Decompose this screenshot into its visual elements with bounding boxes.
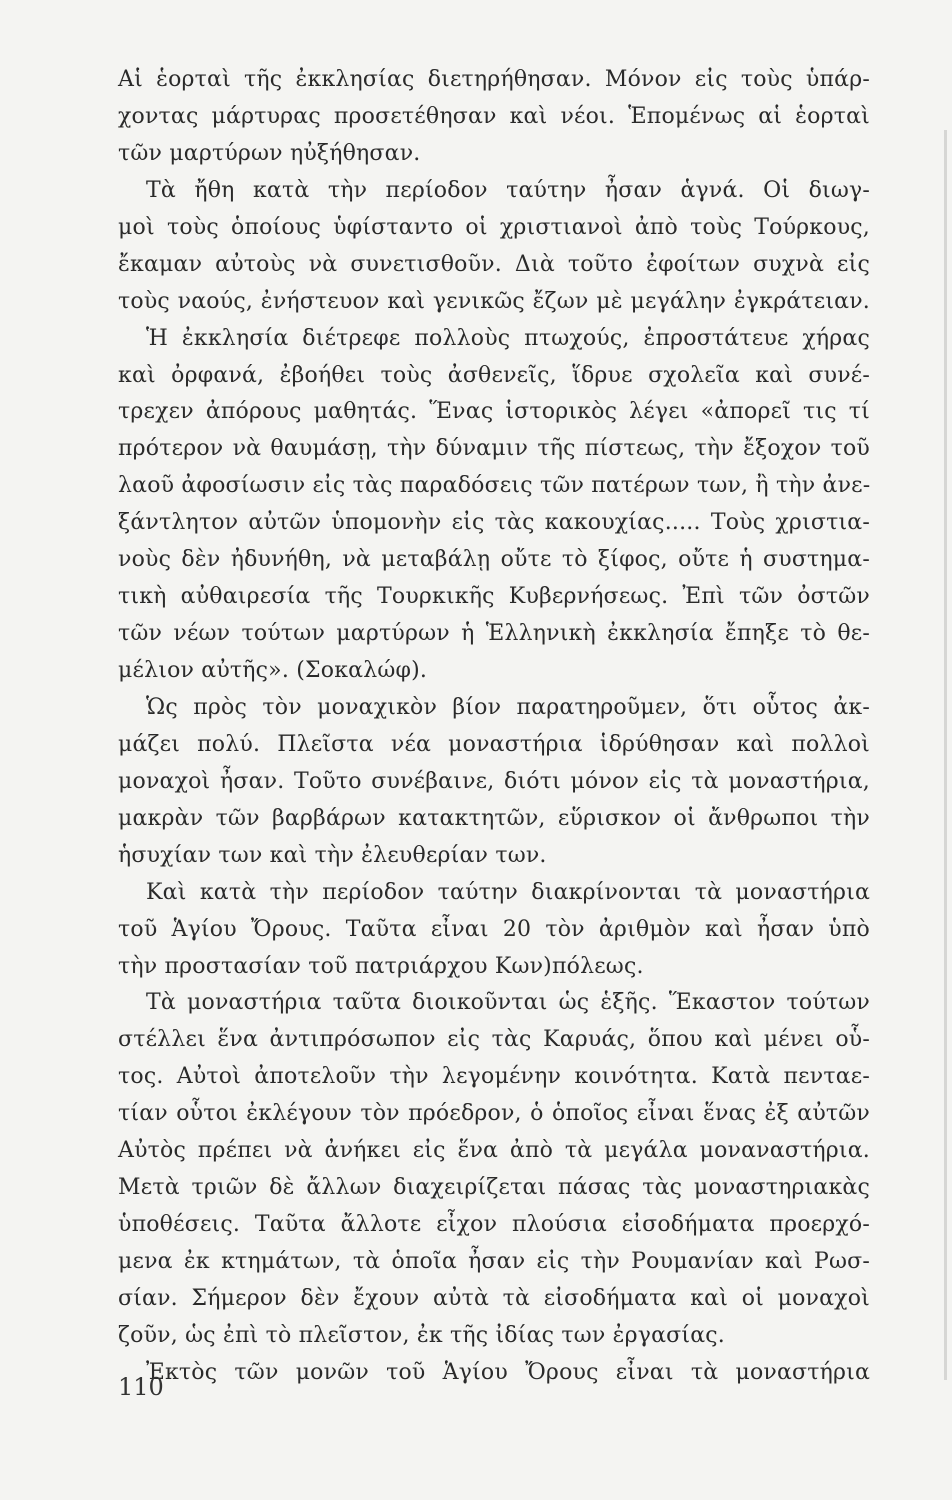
text-line: τῶν νέων τούτων μαρτύρων ἡ Ἑλληνικὴ ἐκκλησία ἔπηξε τὸ θε- — [118, 621, 870, 647]
text-line: τρεχεν ἀπόρους μαθητάς. Ἕνας ἱστορικὸς λέγει «ἀπορεῖ τις τί — [118, 399, 870, 425]
text-line: μέλιον αὐτῆς». (Σοκαλώφ). — [118, 658, 428, 683]
page-edge-shadow — [944, 130, 947, 1380]
page-number: 110 — [118, 1373, 164, 1401]
text-line: Ἡ ἐκκλησία διέτρεφε πολλοὺς πτωχούς, ἐπροστάτευε χήρας — [146, 325, 870, 351]
text-line: ἔκαμαν αὐτοὺς νὰ συνετισθοῦν. Διὰ τοῦτο ἐφοίτων συχνὰ εἰς — [118, 251, 870, 277]
text-line: Μετὰ τριῶν δὲ ἄλλων διαχειρίζεται πάσας τὰς μοναστηριακὰς — [118, 1175, 870, 1201]
text-line: Τὰ μοναστήρια ταῦτα διοικοῦνται ὡς ἑξῆς. Ἕκαστον τούτων — [146, 990, 870, 1016]
body-text — [118, 62, 870, 1392]
text-line: νοὺς δὲν ἠδυνήθη, νὰ μεταβάλῃ οὔτε τὸ ξίφος, οὔτε ἡ συστημα- — [118, 547, 870, 573]
text-line: πρότερον νὰ θαυμάσῃ, τὴν δύναμιν τῆς πίστεως, τὴν ἔξοχον τοῦ — [118, 436, 870, 462]
text-line: Ὡς πρὸς τὸν μοναχικὸν βίον παρατηροῦμεν, ὅτι οὗτος ἀκ- — [146, 694, 870, 720]
text-line: τος. Αὐτοὶ ἀποτελοῦν τὴν λεγομένην κοινότητα. Κατὰ πενταε- — [118, 1064, 870, 1090]
text-line: μάζει πολύ. Πλεῖστα νέα μοναστήρια ἱδρύθησαν καὶ πολλοὶ — [118, 731, 870, 757]
text-line: μακρὰν τῶν βαρβάρων κατακτητῶν, εὕρισκον οἱ ἄνθρωποι τὴν — [118, 805, 870, 831]
text-line: μοναχοὶ ἦσαν. Τοῦτο συνέβαινε, διότι μόνον εἰς τὰ μοναστήρια, — [118, 768, 870, 794]
text-line: καὶ ὀρφανά, ἐβοήθει τοὺς ἀσθενεῖς, ἵδρυε σχολεῖα καὶ συνέ- — [118, 362, 870, 388]
text-line: Αὐτὸς πρέπει νὰ ἀνήκει εἰς ἕνα ἀπὸ τὰ μεγάλα μοναναστήρια. — [118, 1138, 870, 1164]
text-line: ξάντλητον αὐτῶν ὑπομονὴν εἰς τὰς κακουχίας..... Τοὺς χριστια- — [118, 510, 870, 536]
text-line: ὑποθέσεις. Ταῦτα ἄλλοτε εἶχον πλούσια εἰσοδήματα προερχό- — [118, 1212, 870, 1238]
text-line: τὴν προστασίαν τοῦ πατριάρχου Κων)πόλεως. — [118, 953, 644, 979]
text-line: λαοῦ ἀφοσίωσιν εἰς τὰς παραδόσεις τῶν πατέρων των, ἢ τὴν ἀνε- — [118, 473, 871, 499]
text-line: Καὶ κατὰ τὴν περίοδον ταύτην διακρίνονται τὰ μοναστήρια — [146, 879, 870, 905]
text-line: τοῦ Ἁγίου Ὄρους. Ταῦτα εἶναι 20 τὸν ἀριθμὸν καὶ ἦσαν ὑπὸ — [118, 916, 870, 942]
text-line: τῶν μαρτύρων ηὐξήθησαν. — [118, 140, 421, 166]
text-line: μοὶ τοὺς ὁποίους ὑφίσταντο οἱ χριστιανοὶ ἀπὸ τοὺς Τούρκους, — [118, 214, 870, 240]
text-line: τίαν οὗτοι ἐκλέγουν τὸν πρόεδρον, ὁ ὁποῖος εἶναι ἕνας ἐξ αὐτῶν — [118, 1101, 870, 1127]
text-line: χοντας μάρτυρας προσετέθησαν καὶ νέοι. Ἑπομένως αἱ ἑορταὶ — [118, 103, 870, 129]
text-line: μενα ἐκ κτημάτων, τὰ ὁποῖα ἦσαν εἰς τὴν Ρουμανίαν καὶ Ρωσ- — [118, 1249, 870, 1274]
text-line: Τὰ ἤθη κατὰ τὴν περίοδον ταύτην ἦσαν ἁγνά. Οἱ διωγ- — [146, 177, 870, 203]
text-line: τικὴ αὐθαιρεσία τῆς Τουρκικῆς Κυβερνήσεως. Ἐπὶ τῶν ὀστῶν — [118, 584, 870, 610]
text-line: ζοῦν, ὡς ἐπὶ τὸ πλεῖστον, ἐκ τῆς ἰδίας των ἐργασίας. — [118, 1322, 725, 1348]
text-line: σίαν. Σήμερον δὲν ἔχουν αὐτὰ τὰ εἰσοδήματα καὶ οἱ μοναχοὶ — [118, 1285, 870, 1311]
text-line: Ἐκτὸς τῶν μονῶν τοῦ Ἁγίου Ὄρους εἶναι τὰ μοναστήρια — [146, 1359, 870, 1385]
text-line: Αἱ ἑορταὶ τῆς ἐκκλησίας διετηρήθησαν. Μόνον εἰς τοὺς ὑπάρ- — [118, 67, 870, 92]
text-line: τοὺς ναούς, ἐνήστευον καὶ γενικῶς ἔζων μὲ μεγάλην ἐγκράτειαν. — [118, 288, 870, 314]
text-line: ἡσυχίαν των καὶ τὴν ἐλευθερίαν των. — [118, 842, 547, 868]
text-line: στέλλει ἕνα ἀντιπρόσωπον εἰς τὰς Καρυάς, ὅπου καὶ μένει οὗ- — [118, 1027, 870, 1053]
